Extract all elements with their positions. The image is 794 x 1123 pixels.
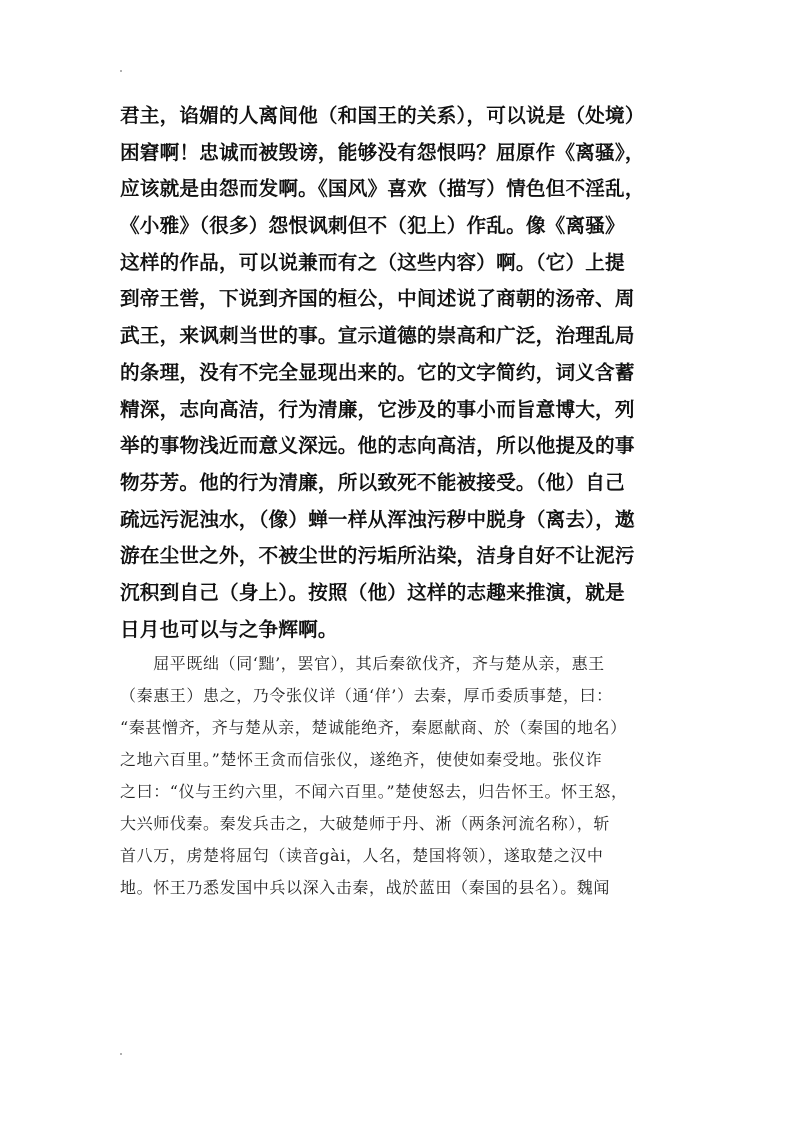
text-line: 疏远污泥浊水，（像）蝉一样从浑浊污秽中脱身（离去），遨 bbox=[120, 507, 635, 531]
page-mark-bottom bbox=[120, 1053, 122, 1055]
page-mark-top bbox=[120, 70, 122, 72]
text-line: 之地六百里。”楚怀王贪而信张仪，遂绝齐，使使如秦受地。张仪诈 bbox=[120, 750, 603, 769]
text-line: 物芬芳。他的行为清廉，所以致死不能被接受。（他）自己 bbox=[120, 470, 625, 494]
text-line: 地。怀王乃悉发国中兵以深入击秦，战於蓝田（秦国的县名）。魏闻 bbox=[120, 878, 611, 897]
text-line: 游在尘世之外，不被尘世的污垢所沾染，洁身自好不让泥污 bbox=[120, 544, 635, 568]
text-line: 的条理，没有不完全显现出来的。它的文字简约，词义含蓄 bbox=[120, 360, 635, 384]
text-line: 困窘啊！忠诚而被毁谤，能够没有怨恨吗？屈原作《离骚》， bbox=[120, 140, 645, 164]
text-line: 精深，志向高洁，行为清廉，它涉及的事小而旨意博大，列 bbox=[120, 397, 635, 421]
text-line: 这样的作品，可以说兼而有之（这些内容）啊。（它）上提 bbox=[120, 250, 625, 274]
text-line: 之曰：“仪与王约六里，不闻六百里。”楚使怒去，归告怀王。怀王怒， bbox=[120, 782, 628, 801]
translation-paragraph bbox=[120, 98, 692, 648]
text-line: 君主，谄媚的人离间他（和国王的关系），可以说是（处境） bbox=[120, 104, 645, 127]
text-line: 《小雅》（很多）怨恨讽刺但不（犯上）作乱。像《离骚》 bbox=[120, 214, 625, 238]
text-line: 应该就是由怨而发啊。《国风》喜欢（描写）情色但不淫乱， bbox=[120, 177, 645, 201]
text-line: 大兴师伐秦。秦发兵击之，大破楚师于丹、淅（两条河流名称），斩 bbox=[120, 814, 611, 833]
text-line: 到帝王喾，下说到齐国的桓公，中间述说了商朝的汤帝、周 bbox=[120, 287, 635, 311]
text-line: （秦惠王）患之，乃令张仪详（通‘佯’）去秦，厚币委质事楚，曰： bbox=[120, 686, 613, 705]
text-line: 首八万，虏楚将屈匄（读音gài，人名，楚国将领），遂取楚之汉中 bbox=[120, 846, 604, 865]
text-line: 屈平既绌（同‘黜’，罢官），其后秦欲伐齐，齐与楚从亲，惠王 bbox=[120, 654, 605, 673]
text-line: 武王，来讽刺当世的事。宣示道德的崇高和广泛，治理乱局 bbox=[120, 324, 635, 348]
text-line: “秦甚憎齐，齐与楚从亲，楚诚能绝齐，秦愿献商、於（秦国的地名） bbox=[120, 718, 627, 737]
text-line: 举的事物浅近而意义深远。他的志向高洁，所以他提及的事 bbox=[120, 434, 635, 458]
text-line: 日月也可以与之争辉啊。 bbox=[120, 617, 338, 641]
text-line: 沉积到自己（身上）。按照（他）这样的志趣来推演，就是 bbox=[120, 580, 625, 604]
original-text-paragraph bbox=[120, 648, 660, 904]
